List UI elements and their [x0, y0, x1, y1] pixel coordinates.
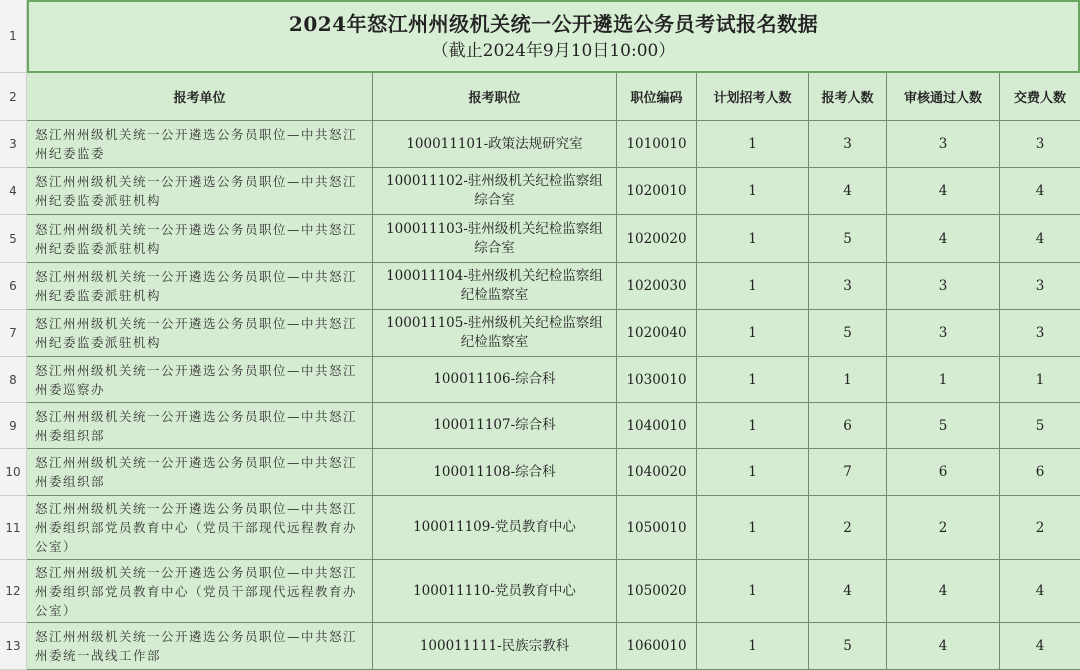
cell-approved[interactable]: 1 [887, 357, 1000, 403]
cell-position[interactable]: 100011103-驻州级机关纪检监察组综合室 [373, 215, 617, 263]
cell-planned[interactable]: 1 [697, 560, 809, 623]
cell-approved[interactable]: 4 [887, 215, 1000, 263]
cell-code[interactable]: 1020010 [617, 168, 697, 215]
cell-applicants[interactable]: 3 [809, 121, 887, 168]
cell-paid[interactable]: 1 [1000, 357, 1080, 403]
header-approved[interactable]: 审核通过人数 [887, 73, 1000, 121]
cell-paid[interactable]: 4 [1000, 560, 1080, 623]
cell-code[interactable]: 1050010 [617, 496, 697, 560]
cell-applicants[interactable]: 2 [809, 496, 887, 560]
cell-paid[interactable]: 3 [1000, 310, 1080, 357]
header-code[interactable]: 职位编码 [617, 73, 697, 121]
cell-planned[interactable]: 1 [697, 310, 809, 357]
cell-unit[interactable]: 怒江州州级机关统一公开遴选公务员职位—中共怒江州纪委监委派驻机构 [27, 310, 373, 357]
cell-applicants[interactable]: 7 [809, 449, 887, 496]
row-number[interactable]: 11 [0, 496, 27, 560]
cell-position[interactable]: 100011107-综合科 [373, 403, 617, 449]
cell-planned[interactable]: 1 [697, 168, 809, 215]
cell-unit[interactable]: 怒江州州级机关统一公开遴选公务员职位—中共怒江州纪委监委 [27, 121, 373, 168]
cell-applicants[interactable]: 3 [809, 263, 887, 310]
cell-position[interactable]: 100011108-综合科 [373, 449, 617, 496]
row-number[interactable]: 12 [0, 560, 27, 623]
header-paid[interactable]: 交费人数 [1000, 73, 1080, 121]
cell-unit[interactable]: 怒江州州级机关统一公开遴选公务员职位—中共怒江州纪委监委派驻机构 [27, 263, 373, 310]
page-subtitle: （截止2024年9月10日10:00） [431, 40, 676, 61]
page-title: 2024年怒江州州级机关统一公开遴选公务员考试报名数据 [288, 11, 819, 36]
cell-approved[interactable]: 4 [887, 168, 1000, 215]
cell-code[interactable]: 1020030 [617, 263, 697, 310]
row-number[interactable]: 10 [0, 449, 27, 496]
cell-paid[interactable]: 2 [1000, 496, 1080, 560]
header-position[interactable]: 报考职位 [373, 73, 617, 121]
row-number[interactable]: 6 [0, 263, 27, 310]
cell-planned[interactable]: 1 [697, 263, 809, 310]
cell-planned[interactable]: 1 [697, 357, 809, 403]
row-number[interactable]: 5 [0, 215, 27, 263]
cell-position[interactable]: 100011109-党员教育中心 [373, 496, 617, 560]
row-number[interactable]: 3 [0, 121, 27, 168]
cell-position[interactable]: 100011101-政策法规研究室 [373, 121, 617, 168]
cell-approved[interactable]: 6 [887, 449, 1000, 496]
cell-position[interactable]: 100011111-民族宗教科 [373, 623, 617, 670]
cell-approved[interactable]: 3 [887, 310, 1000, 357]
cell-code[interactable]: 1010010 [617, 121, 697, 168]
cell-unit[interactable]: 怒江州州级机关统一公开遴选公务员职位—中共怒江州纪委监委派驻机构 [27, 168, 373, 215]
cell-position[interactable]: 100011102-驻州级机关纪检监察组综合室 [373, 168, 617, 215]
cell-approved[interactable]: 3 [887, 121, 1000, 168]
header-unit[interactable]: 报考单位 [27, 73, 373, 121]
cell-position[interactable]: 100011110-党员教育中心 [373, 560, 617, 623]
cell-paid[interactable]: 4 [1000, 215, 1080, 263]
cell-code[interactable]: 1040020 [617, 449, 697, 496]
cell-planned[interactable]: 1 [697, 496, 809, 560]
cell-planned[interactable]: 1 [697, 623, 809, 670]
cell-planned[interactable]: 1 [697, 449, 809, 496]
cell-approved[interactable]: 5 [887, 403, 1000, 449]
cell-code[interactable]: 1020020 [617, 215, 697, 263]
cell-unit[interactable]: 怒江州州级机关统一公开遴选公务员职位—中共怒江州委组织部党员教育中心（党员干部现代远程教育办公室） [27, 560, 373, 623]
row-number[interactable]: 13 [0, 623, 27, 670]
cell-paid[interactable]: 4 [1000, 623, 1080, 670]
cell-unit[interactable]: 怒江州州级机关统一公开遴选公务员职位—中共怒江州委组织部 [27, 449, 373, 496]
row-number[interactable]: 4 [0, 168, 27, 215]
cell-code[interactable]: 1030010 [617, 357, 697, 403]
row-number[interactable]: 9 [0, 403, 27, 449]
cell-approved[interactable]: 4 [887, 560, 1000, 623]
cell-planned[interactable]: 1 [697, 215, 809, 263]
cell-applicants[interactable]: 6 [809, 403, 887, 449]
header-planned[interactable]: 计划招考人数 [697, 73, 809, 121]
cell-position[interactable]: 100011104-驻州级机关纪检监察组纪检监察室 [373, 263, 617, 310]
cell-applicants[interactable]: 4 [809, 560, 887, 623]
cell-position[interactable]: 100011106-综合科 [373, 357, 617, 403]
cell-planned[interactable]: 1 [697, 121, 809, 168]
cell-code[interactable]: 1060010 [617, 623, 697, 670]
cell-unit[interactable]: 怒江州州级机关统一公开遴选公务员职位—中共怒江州委统一战线工作部 [27, 623, 373, 670]
row-number[interactable]: 8 [0, 357, 27, 403]
cell-paid[interactable]: 5 [1000, 403, 1080, 449]
cell-approved[interactable]: 4 [887, 623, 1000, 670]
cell-code[interactable]: 1020040 [617, 310, 697, 357]
cell-applicants[interactable]: 5 [809, 623, 887, 670]
cell-applicants[interactable]: 5 [809, 215, 887, 263]
row-number[interactable]: 7 [0, 310, 27, 357]
cell-unit[interactable]: 怒江州州级机关统一公开遴选公务员职位—中共怒江州委组织部党员教育中心（党员干部现代远程教育办公室） [27, 496, 373, 560]
title-cell[interactable] [27, 0, 1080, 73]
header-applicants[interactable]: 报考人数 [809, 73, 887, 121]
cell-unit[interactable]: 怒江州州级机关统一公开遴选公务员职位—中共怒江州纪委监委派驻机构 [27, 215, 373, 263]
cell-unit[interactable]: 怒江州州级机关统一公开遴选公务员职位—中共怒江州委组织部 [27, 403, 373, 449]
cell-applicants[interactable]: 5 [809, 310, 887, 357]
cell-paid[interactable]: 4 [1000, 168, 1080, 215]
cell-position[interactable]: 100011105-驻州级机关纪检监察组纪检监察室 [373, 310, 617, 357]
cell-paid[interactable]: 3 [1000, 121, 1080, 168]
cell-paid[interactable]: 6 [1000, 449, 1080, 496]
row-number[interactable]: 1 [0, 0, 27, 73]
cell-applicants[interactable]: 4 [809, 168, 887, 215]
cell-code[interactable]: 1040010 [617, 403, 697, 449]
cell-approved[interactable]: 3 [887, 263, 1000, 310]
cell-paid[interactable]: 3 [1000, 263, 1080, 310]
cell-planned[interactable]: 1 [697, 403, 809, 449]
cell-approved[interactable]: 2 [887, 496, 1000, 560]
cell-applicants[interactable]: 1 [809, 357, 887, 403]
cell-unit[interactable]: 怒江州州级机关统一公开遴选公务员职位—中共怒江州委巡察办 [27, 357, 373, 403]
row-number[interactable]: 2 [0, 73, 27, 121]
cell-code[interactable]: 1050020 [617, 560, 697, 623]
